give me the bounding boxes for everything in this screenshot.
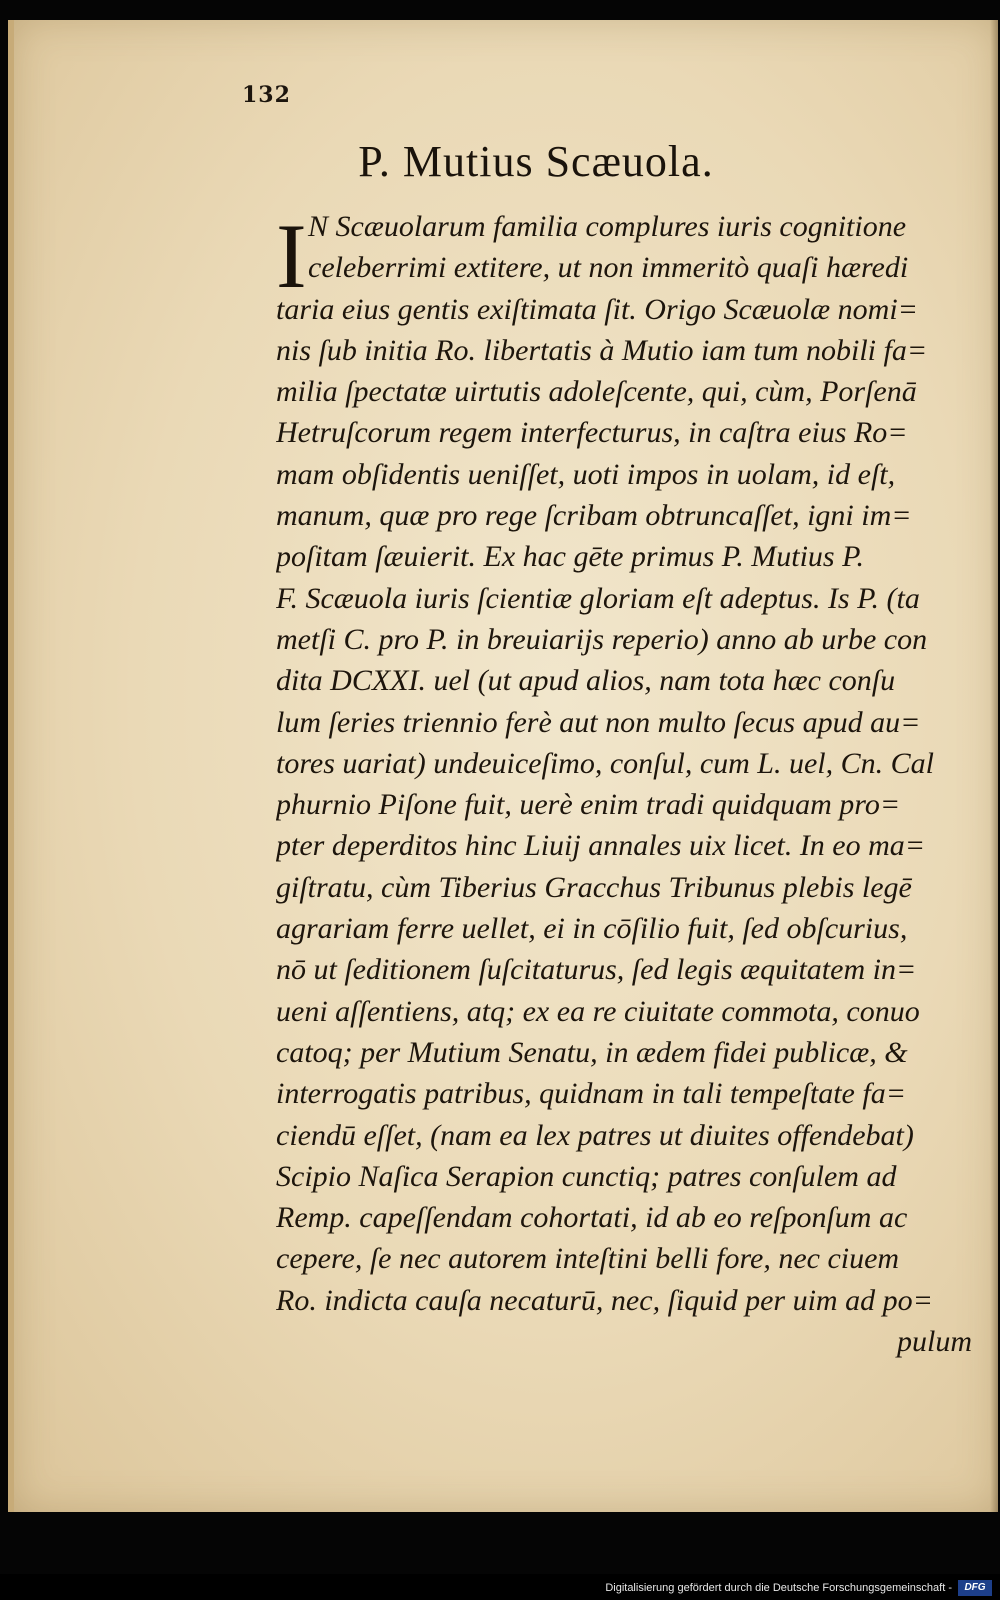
text-line: Hetruſcorum regem interfecturus, in caſtra eius Ro= [276, 416, 908, 450]
text-line: mam obſidentis ueniſſet, uoti impos in uolam, id eſt, [276, 457, 896, 491]
text-line: ciendū eſſet, (nam ea lex patres ut diuites offendebat) [276, 1118, 914, 1152]
text-line: Remp. capeſſendam cohortati, id ab eo reſponſum ac [276, 1201, 908, 1235]
text-line: nis ſub initia Ro. libertatis à Mutio iam tum nobili fa= [276, 333, 928, 367]
text-line: Scipio Naſica Serapion cunctiq; patres conſulem ad [276, 1159, 897, 1193]
book-page [8, 20, 998, 1512]
text-line: milia ſpectatæ uirtutis adoleſcente, qui, cùm, Porſenā [276, 375, 917, 409]
page-title: P. Mutius Scæuola. [358, 137, 714, 186]
text-line: manum, quæ pro rege ſcribam obtruncaſſet, igni im= [276, 499, 912, 533]
text-line: lum ſeries triennio ferè aut non multo ſecus apud au= [276, 705, 921, 739]
text-line: tores uariat) undeuiceſimo, conſul, cum L. uel, Cn. Cal [276, 746, 934, 780]
text-line: poſitam ſæuierit. Ex hac gēte primus P. Mutius P. [276, 540, 865, 574]
text-line: F. Scæuola iuris ſcientiæ gloriam eſt adeptus. Is P. (ta [276, 581, 920, 615]
page-edge-shadow [990, 20, 998, 1512]
text-line: giſtratu, cùm Tiberius Gracchus Tribunus plebis legē [276, 870, 912, 904]
text-line: ueni aſſentiens, atq; ex ea re ciuitate commota, conuo [276, 994, 920, 1028]
footer-credit: Digitalisierung gefördert durch die Deutsche Forschungsgemeinschaft - [605, 1582, 952, 1594]
catchword: pulum [897, 1325, 972, 1359]
text-line: interrogatis patribus, quidnam in tali tempeſtate fa= [276, 1077, 906, 1111]
body-text [276, 206, 976, 1362]
text-line: cepere, ſe nec autorem inteſtini belli fore, nec ciuem [276, 1242, 900, 1276]
text-line: phurnio Piſone fuit, uerè enim tradi quidquam pro= [276, 788, 901, 822]
text-line: celeberrimi extitere, ut non immeritò quaſi hæredi [308, 251, 909, 285]
text-line: Ro. indicta cauſa necaturū, nec, ſiquid per uim ad po= [276, 1283, 933, 1317]
text-line: pter deperditos hinc Liuij annales uix licet. In eo ma= [276, 829, 926, 863]
text-line: dita DCXXI. uel (ut apud alios, nam tota hæc conſu [276, 664, 896, 698]
text-line: metſi C. pro P. in breuiarijs reperio) anno ab urbe con [276, 622, 928, 656]
page-number: 132 [242, 82, 291, 108]
text-line: N Scæuolarum familia complures iuris cognitione [308, 210, 907, 243]
drop-cap: I [276, 205, 307, 307]
text-line: agrariam ferre uellet, ei in cōſilio fuit, ſed obſcurius, [276, 912, 908, 946]
dfg-logo-icon: DFG [958, 1580, 992, 1596]
text-line: taria eius gentis exiſtimata ſit. Origo Scæuolæ nomi= [276, 292, 918, 326]
text-line: catoq; per Mutium Senatu, in ædem fidei publicæ, & [276, 1035, 908, 1069]
footer-bar [0, 1574, 1000, 1600]
text-line: nō ut ſeditionem ſuſcitaturus, ſed legis æquitatem in= [276, 953, 917, 987]
